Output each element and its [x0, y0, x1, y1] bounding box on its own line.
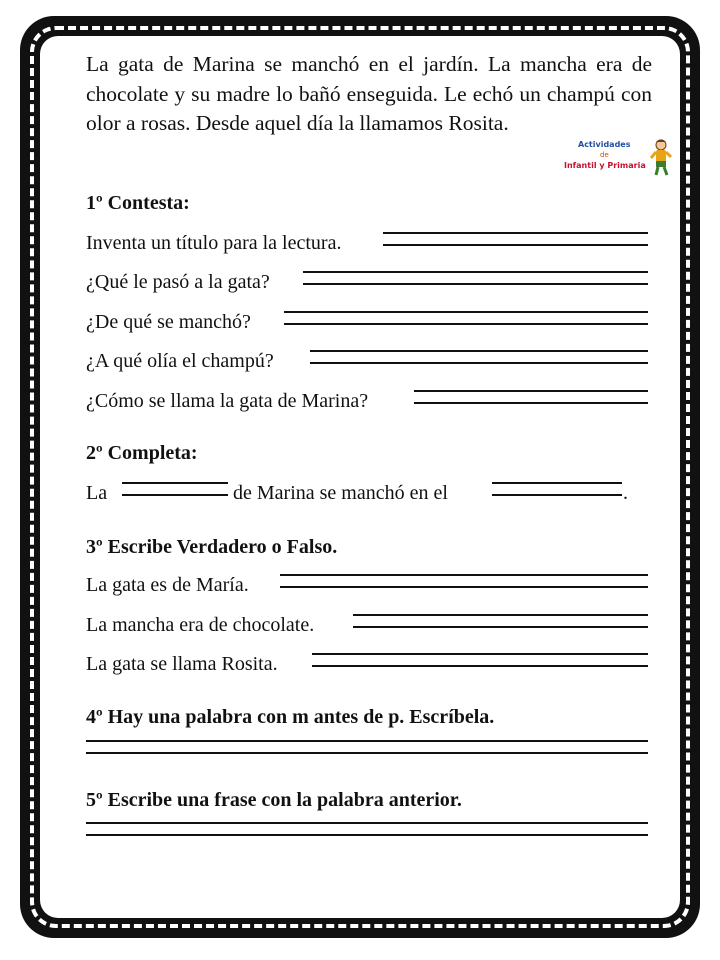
blank-1[interactable] [122, 482, 228, 496]
tf-answer-line-2[interactable] [353, 614, 648, 628]
question-3: ¿De qué se manchó? [86, 311, 251, 333]
section-5-heading: 5º Escribe una frase con la palabra anterior. [86, 789, 462, 811]
question-1: Inventa un título para la lectura. [86, 232, 342, 254]
answer-line-5[interactable] [414, 390, 648, 404]
section-1-heading: 1º Contesta: [86, 192, 190, 214]
child-mascot-icon [650, 138, 672, 176]
section-4-heading: 4º Hay una palabra con m antes de p. Escríbela. [86, 706, 495, 728]
word-answer-line[interactable] [86, 740, 648, 754]
logo-line-2: de [600, 151, 609, 159]
logo-line-3: Infantil y Primaria [564, 161, 646, 170]
answer-line-1[interactable] [383, 232, 648, 246]
logo [560, 138, 675, 178]
story-text: La gata de Marina se manchó en el jardín. La mancha era de chocolate y su madre lo bañó enseguida. Le echó un champú con olor a rosas. Desde aquel día la llamamos Rosita. [86, 52, 652, 135]
logo-line-1: Actividades [578, 140, 631, 149]
reading-passage [86, 50, 652, 139]
statement-1: La gata es de María. [86, 574, 249, 596]
question-5: ¿Cómo se llama la gata de Marina? [86, 390, 369, 412]
statement-2: La mancha era de chocolate. [86, 614, 315, 636]
blank-2[interactable] [492, 482, 622, 496]
complete-text-2: de Marina se manchó en el [233, 482, 448, 504]
complete-text-1: La [86, 482, 108, 504]
statement-3: La gata se llama Rosita. [86, 653, 278, 675]
answer-line-2[interactable] [303, 271, 648, 285]
tf-answer-line-3[interactable] [312, 653, 648, 667]
complete-text-3: . [623, 482, 628, 504]
question-2: ¿Qué le pasó a la gata? [86, 271, 270, 293]
question-4: ¿A qué olía el champú? [86, 350, 274, 372]
tf-answer-line-1[interactable] [280, 574, 648, 588]
sentence-answer-line[interactable] [86, 822, 648, 836]
answer-line-3[interactable] [284, 311, 648, 325]
section-3-heading: 3º Escribe Verdadero o Falso. [86, 536, 338, 558]
section-2-heading: 2º Completa: [86, 442, 198, 464]
answer-line-4[interactable] [310, 350, 648, 364]
